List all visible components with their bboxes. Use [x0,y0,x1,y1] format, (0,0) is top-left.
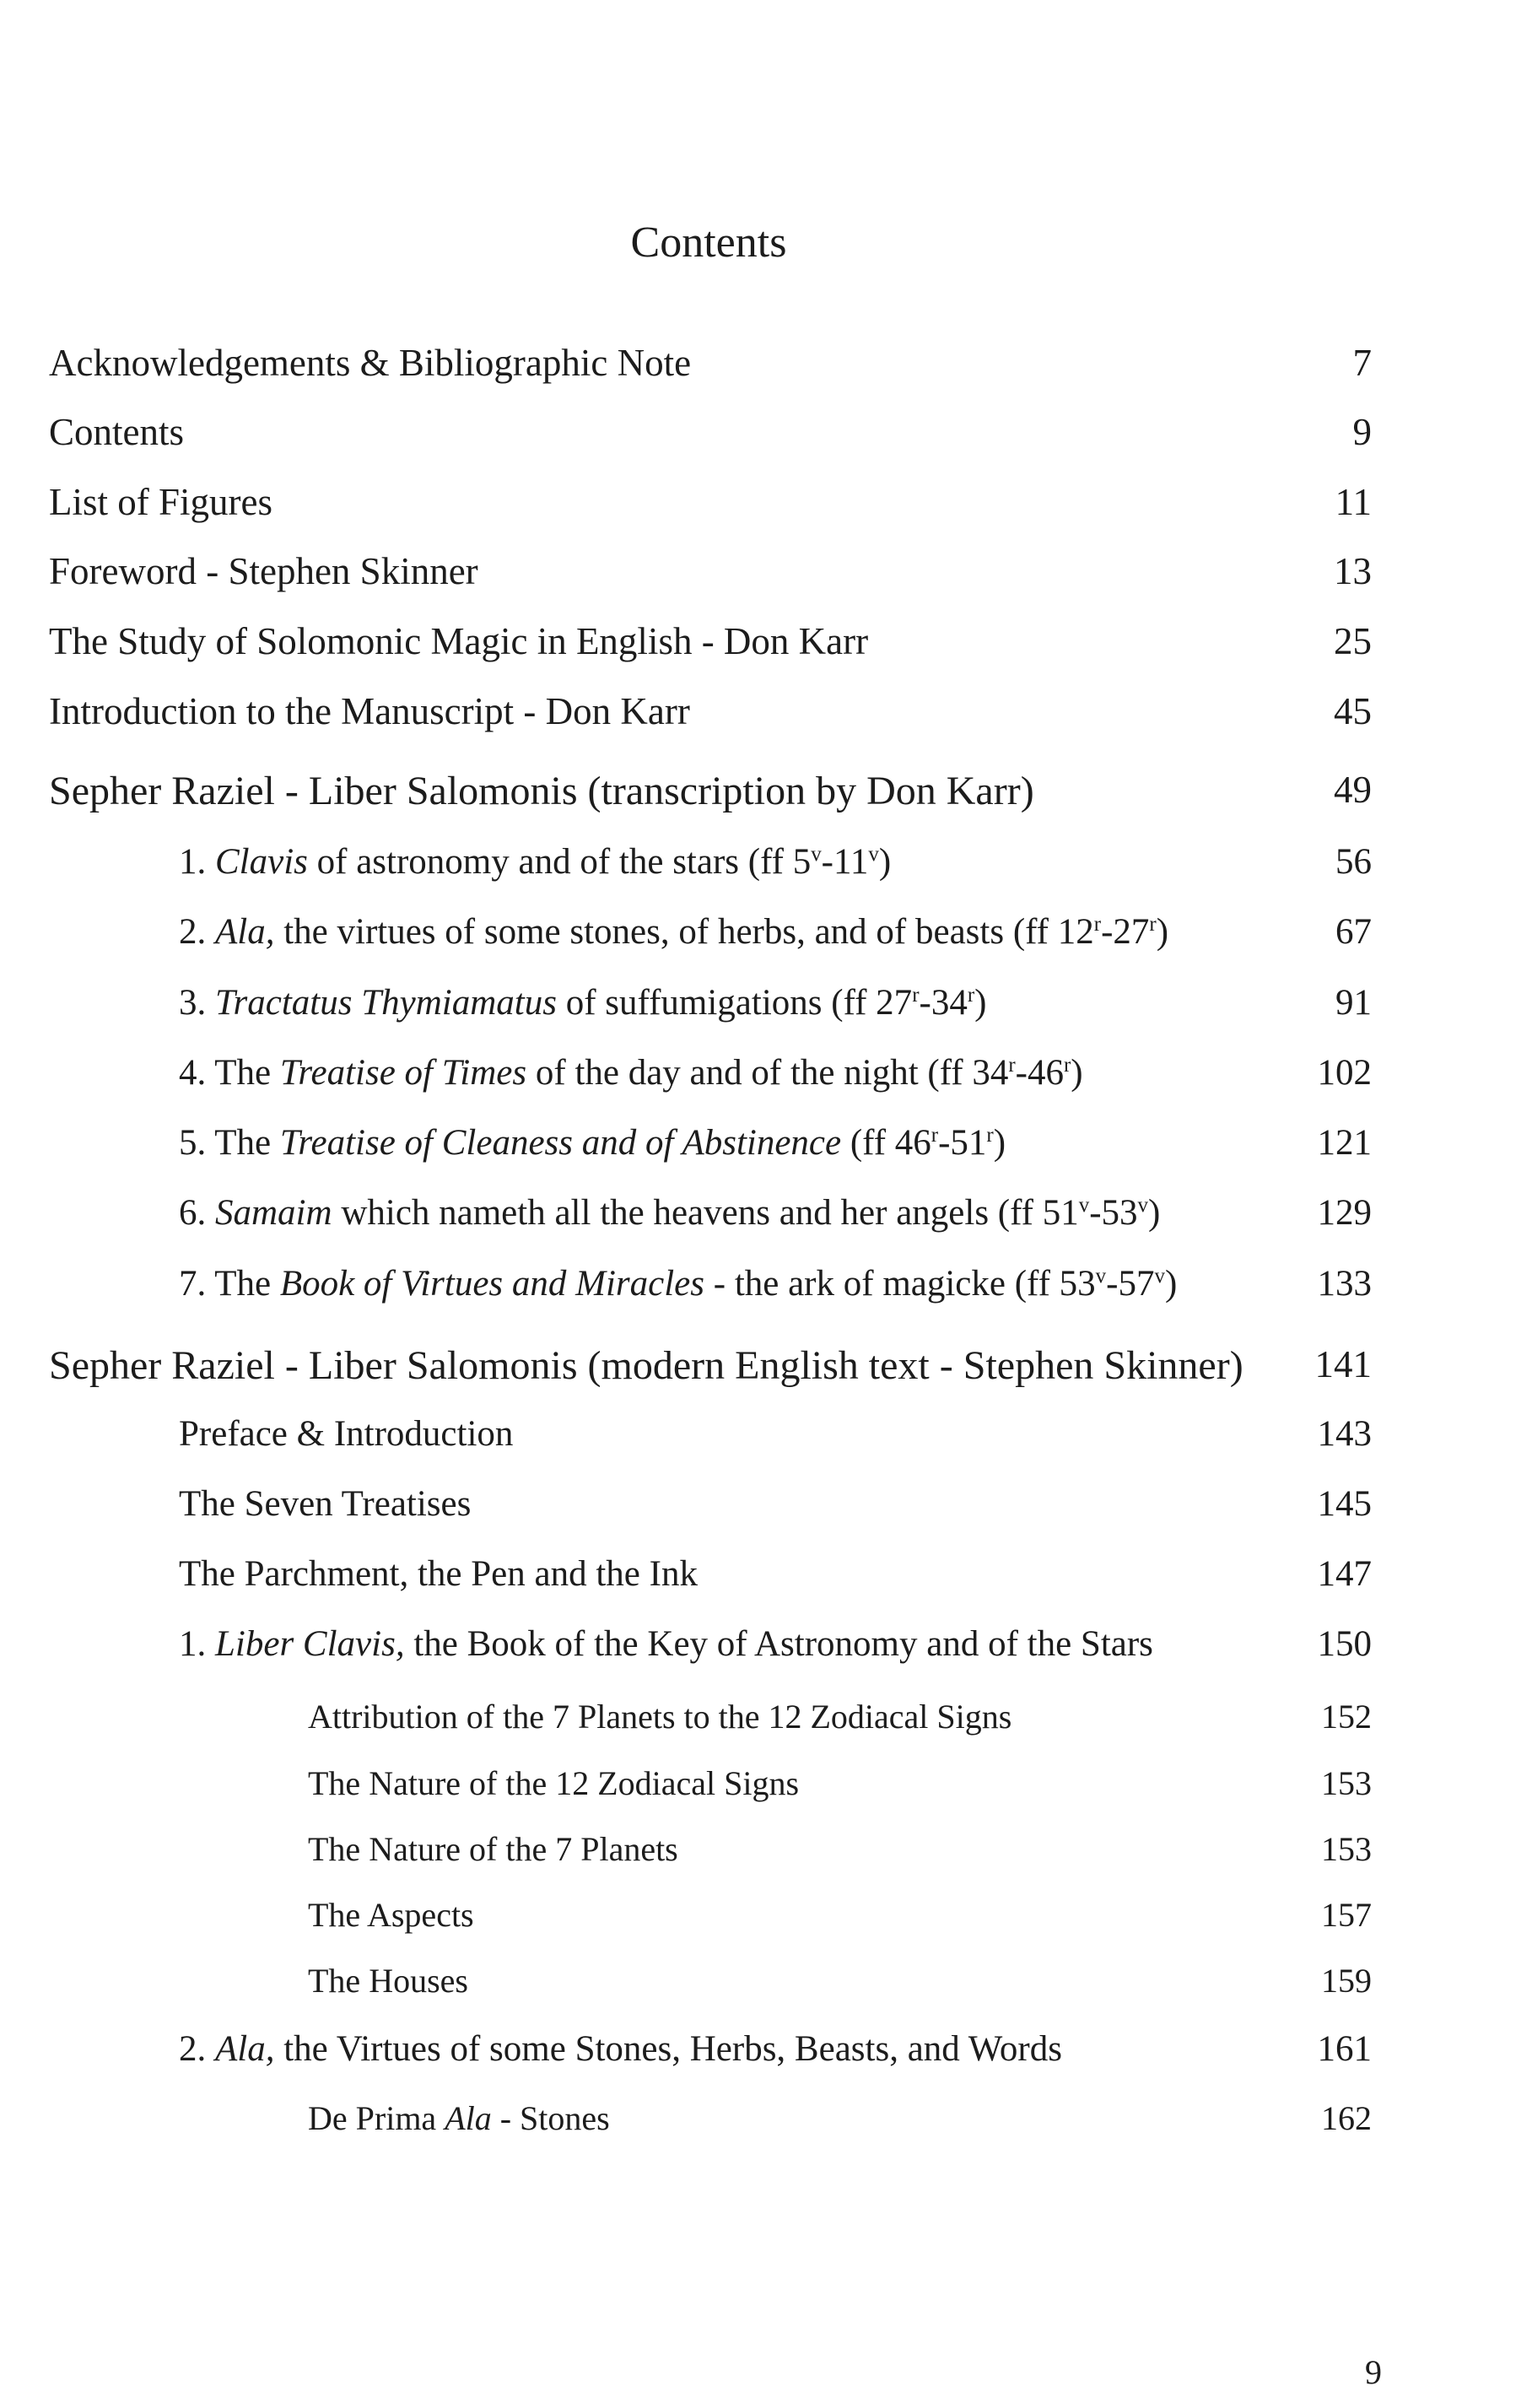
toc-entry-text: r [1093,913,1102,937]
toc-entry-text: Contents [49,411,185,453]
toc-entry-text: Tractatus Thymiamatus [215,983,557,1023]
toc-entry [0,1125,1532,1175]
toc-entry-page: 143 [1317,1414,1372,1454]
toc-entry-title [49,413,184,451]
toc-entry-text: v [811,843,822,867]
toc-entry-text: -51 [938,1123,987,1163]
toc-entry-text: ) [1071,1053,1083,1093]
toc-entry-page: 153 [1321,1764,1372,1802]
toc-entry-text: ) [974,983,987,1023]
toc-entry-page: 141 [1314,1343,1372,1385]
toc-entry-text: The Study of Solomonic Magic in English - Don Karr [49,620,869,662]
toc-entry-text: Ala, [215,2029,275,2069]
toc-entry-text: Sepher Raziel - Liber Salomonis (modern English text - Stephen Skinner) [49,1343,1243,1388]
toc-entry [0,1343,1532,1396]
toc-entry-title [179,1486,471,1522]
toc-entry-text: v [1095,1265,1107,1288]
toc-entry-text: -53 [1089,1193,1138,1233]
toc-entry-text: Samaim [215,1193,332,1233]
toc-entry [0,413,1532,464]
toc-entry-text: 4. The [179,1053,280,1093]
toc-entry-text: the Virtues of some Stones, Herbs, Beasts, and Words [274,2029,1062,2069]
toc-entry-text: -34 [919,983,968,1023]
toc-entry-text: v [1154,1265,1165,1288]
toc-entry-title [308,1898,474,1932]
toc-entry [0,1764,1532,1817]
toc-entry-text: Sepher Raziel - Liber Salomonis (transcription by Don Karr) [49,769,1034,813]
toc-entry [0,1416,1532,1466]
toc-entry-text: Ala, [215,912,275,952]
toc-entry-text: The Parchment, the Pen and the Ink [179,1554,698,1594]
toc-entry-text: 7. The [179,1264,280,1304]
toc-entry-text: Attribution of the 7 Planets to the 12 Zodiacal Signs [308,1698,1012,1736]
toc-entry-text: List of Figures [49,481,272,523]
toc-entry-text: Clavis [215,842,308,882]
toc-entry-text: (ff 46 [841,1123,931,1163]
toc-entry-text: -11 [821,842,869,882]
toc-entry-text: Introduction to the Manuscript - Don Karr [49,690,690,732]
toc-entry-text: which nameth all the heavens and her angels (ff 51 [332,1193,1079,1233]
toc-entry-text: of astronomy and of the stars (ff 5 [307,842,812,882]
toc-entry-text: the virtues of some stones, of herbs, and of beasts (ff 12 [274,912,1094,952]
toc-entry-title [49,483,272,521]
toc-entry-text: The Nature of the 12 Zodiacal Signs [308,1764,800,1802]
toc-entry-title [308,1764,800,1802]
toc-entry-title [179,844,891,880]
toc-entry-text: -57 [1106,1264,1155,1304]
toc-entry-text: r [1063,1054,1071,1077]
toc-entry-text: v [868,843,879,867]
toc-entry-text: The Houses [308,1962,468,2000]
toc-entry-title [49,550,478,592]
toc-entry-title [49,690,690,732]
toc-entry-title [179,1055,1083,1091]
toc-entry-text: r [931,1124,939,1147]
toc-entry-page: 121 [1317,1123,1372,1163]
toc-entry-page: 129 [1317,1193,1372,1233]
toc-entry-title [179,985,986,1021]
toc-entry-text: -46 [1015,1053,1064,1093]
toc-entry-text: ) [1164,1264,1178,1304]
toc-entry [0,1626,1532,1676]
toc-entry [0,550,1532,603]
toc-entry-text: 3. [179,983,215,1023]
toc-entry-page: 150 [1317,1624,1372,1664]
toc-entry-text: 6. [179,1193,215,1233]
toc-entry-title [179,914,1168,950]
toc-entry [0,1055,1532,1105]
toc-entry-page: 13 [1334,550,1372,592]
toc-entry-text: The Nature of the 7 Planets [308,1830,678,1868]
toc-entry-page: 67 [1335,912,1372,952]
toc-entry-page: 9 [1352,411,1372,453]
toc-entry-text: Foreword - Stephen Skinner [49,550,478,592]
toc-entry-text: 2. [179,2029,215,2069]
toc-entry-text: Preface & Introduction [179,1414,514,1454]
toc-entry-title [179,1195,1160,1231]
toc-entry-page: 153 [1321,1830,1372,1868]
toc-entry-page: 102 [1317,1053,1372,1093]
toc-entry-text: 1. [179,1624,215,1664]
toc-entry-text: r [1008,1054,1016,1077]
toc-entry-title [308,1700,1011,1734]
toc-entry-text: 1. [179,842,215,882]
toc-entry-title [179,1416,513,1452]
toc-entry-text: 5. The [179,1123,280,1163]
toc-entry-page: 147 [1317,1554,1372,1594]
toc-entry-page: 159 [1321,1962,1372,2000]
toc-entry-text: Treatise of Times [279,1053,527,1093]
toc-entry-title [179,2031,1062,2067]
toc-entry-text: of suffumigations (ff 27 [556,983,913,1023]
toc-entry-text: of the day and of the night (ff 34 [526,1053,1009,1093]
toc-entry-page: 152 [1321,1698,1372,1736]
toc-entry [0,1898,1532,1949]
toc-entry-title [49,620,869,662]
page-number: 9 [1365,2353,1382,2391]
toc-entry-text: De Prima [308,2099,445,2137]
toc-entry-page: 45 [1334,690,1372,732]
toc-entry-page: 7 [1352,342,1372,384]
toc-entry [0,1700,1532,1751]
toc-entry-title [49,1343,1243,1388]
toc-entry [0,1556,1532,1606]
toc-entry-title [308,1964,468,1998]
toc-entry [0,1830,1532,1883]
toc-entry [0,1964,1532,2015]
toc-entry-title [49,771,1034,812]
toc-entry-title [179,1266,1177,1302]
toc-entry-page: 91 [1335,983,1372,1023]
toc-entry-text: r [1149,913,1157,937]
toc-entry-page: 133 [1317,1264,1372,1304]
toc-entry [0,1266,1532,1316]
toc-entry-title [308,1830,678,1868]
toc-entry-title [179,1125,1006,1161]
page-title: Contents [630,219,787,267]
toc-entry-text: r [912,984,920,1007]
toc-entry [0,2031,1532,2081]
toc-entry-title [179,1626,1153,1662]
toc-entry [0,844,1532,894]
toc-entry-text: Acknowledgements & Bibliographic Note [49,342,692,384]
toc-entry-text: Treatise of Cleaness and of Abstinence [279,1123,842,1163]
toc-entry-page: 11 [1335,481,1372,523]
toc-entry-page: 56 [1335,842,1372,882]
toc-entry-page: 157 [1321,1896,1372,1934]
toc-entry-title [49,344,691,382]
toc-entry-text: r [986,1124,994,1147]
toc-entry-text: - the ark of magicke (ff 53 [704,1264,1096,1304]
toc-entry-text: ) [878,842,892,882]
toc-entry-text: The Seven Treatises [179,1484,472,1524]
toc-entry-text: the Book of the Key of Astronomy and of the Stars [404,1624,1153,1664]
toc-entry-page: 25 [1334,620,1372,662]
toc-entry-text: Book of Virtues and Miracles [279,1264,704,1304]
toc-entry [0,344,1532,395]
toc-entry-text: Liber Clavis, [215,1624,405,1664]
toc-entry-text: ) [1148,1193,1161,1233]
toc-entry [0,1195,1532,1245]
toc-entry [0,2099,1532,2152]
toc-entry [0,620,1532,673]
toc-entry-text: r [967,984,975,1007]
toc-entry-text: v [1078,1194,1090,1217]
toc-entry [0,771,1532,822]
toc-entry-page: 145 [1317,1484,1372,1524]
toc-entry-text: - Stones [491,2099,610,2137]
toc-entry-text: Ala [445,2099,492,2137]
toc-entry-text: The Aspects [308,1896,474,1934]
toc-entry [0,690,1532,743]
toc-entry-text: ) [993,1123,1006,1163]
toc-entry-text: ) [1156,912,1169,952]
toc-entry-page: 162 [1321,2099,1372,2137]
toc-entry [0,483,1532,534]
toc-entry-text: -27 [1101,912,1150,952]
toc-entry [0,914,1532,964]
toc-entry-title [308,2099,610,2137]
toc-entry [0,1486,1532,1536]
toc-entry-text: v [1137,1194,1149,1217]
toc-entry-title [179,1556,698,1592]
toc-entry-page: 49 [1334,769,1372,811]
toc-entry [0,985,1532,1035]
toc-entry-text: 2. [179,912,215,952]
toc-entry-page: 161 [1317,2029,1372,2069]
